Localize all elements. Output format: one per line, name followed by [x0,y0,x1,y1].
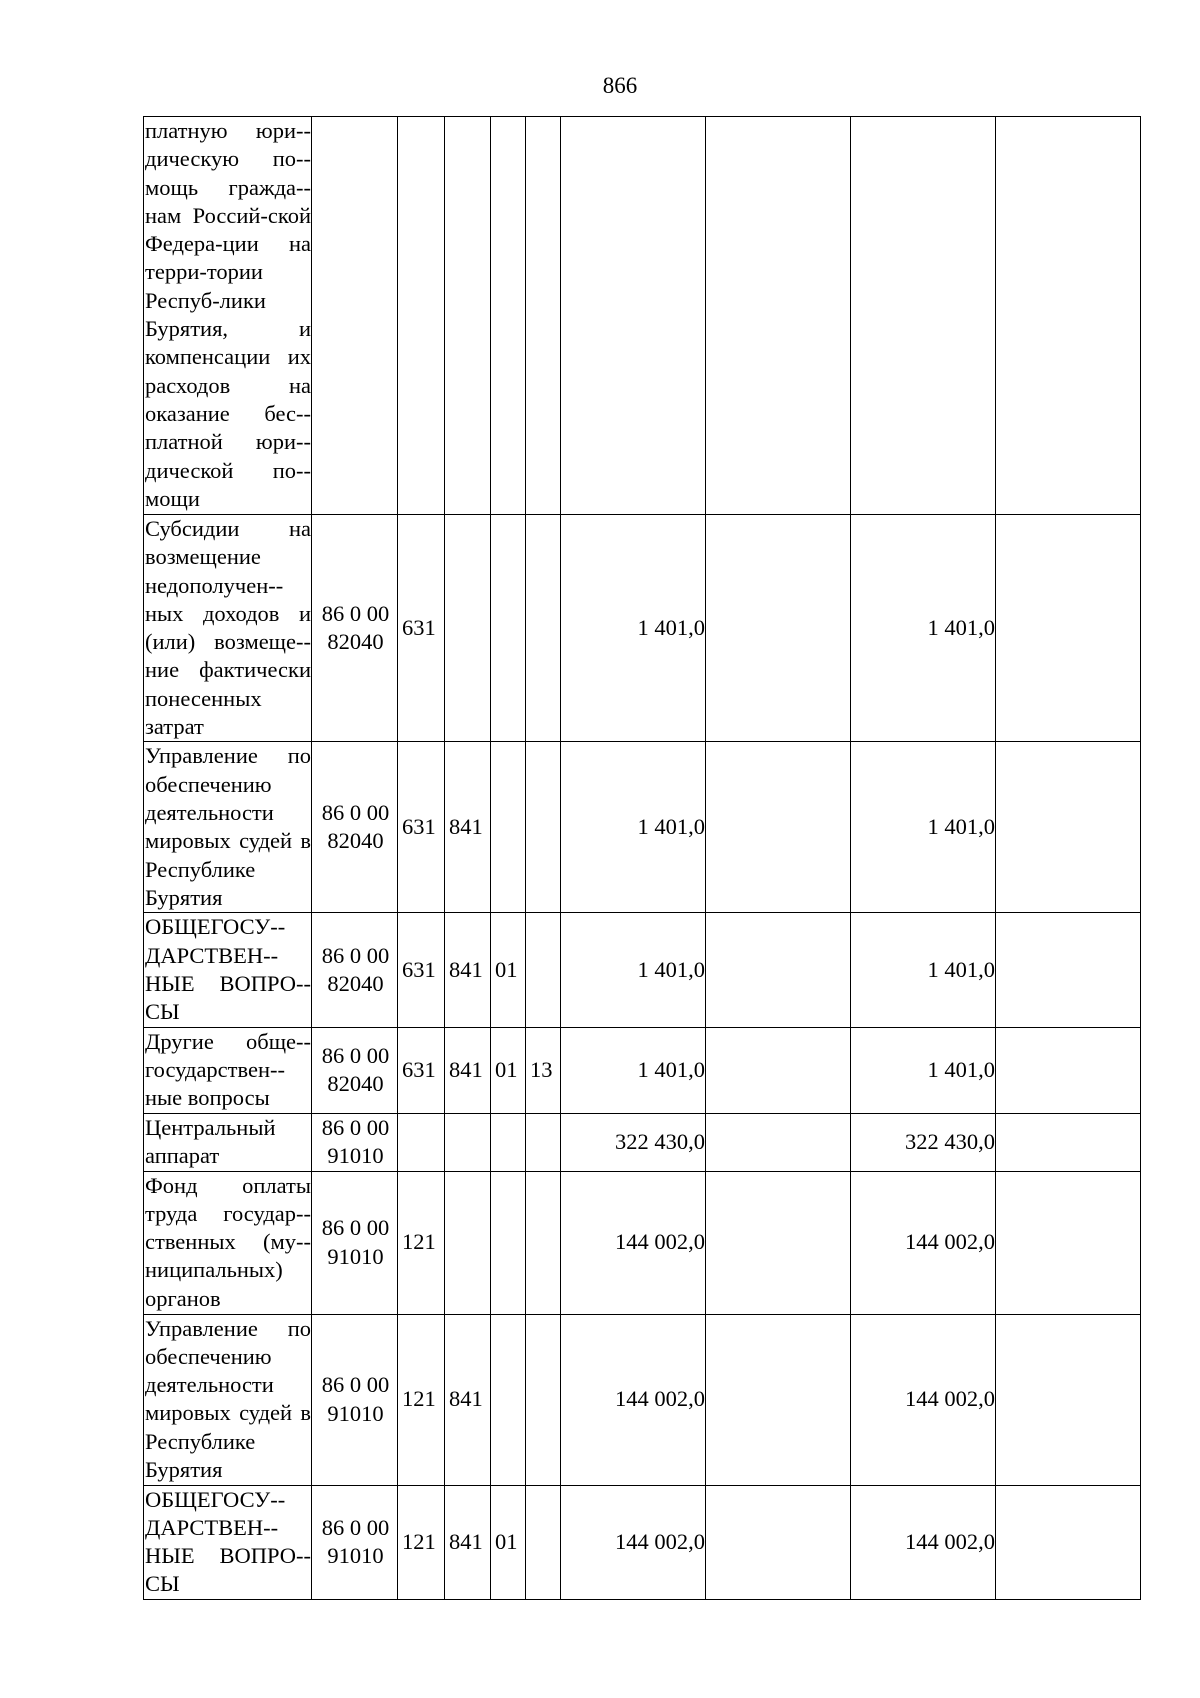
amount-col2-cell [706,1485,851,1599]
amount-col2-cell [706,1314,851,1485]
section-cell [491,117,526,515]
subsection-cell [526,1171,561,1314]
row-description: Другие обще-государствен-ные вопросы [144,1027,312,1113]
ministry-cell: 841 [445,1314,491,1485]
subsection-cell [526,1485,561,1599]
table-row [144,1485,1141,1599]
amount-col2-cell [706,742,851,913]
amount-total-cell: 1 401,0 [561,742,706,913]
amount-total-cell: 1 401,0 [561,515,706,742]
amount-col3-cell: 144 002,0 [851,1171,996,1314]
expense-type-cell: 121 [398,1485,445,1599]
amount-col3-cell: 322 430,0 [851,1113,996,1171]
target-article-cell [312,117,398,515]
ministry-cell [445,1171,491,1314]
expense-type-cell [398,117,445,515]
row-description: Управление по обеспечению деятельности мировых судей в Республике Бурятия [144,1314,312,1485]
amount-col4-cell [996,1027,1141,1113]
amount-total-cell: 144 002,0 [561,1485,706,1599]
amount-total-cell: 144 002,0 [561,1171,706,1314]
amount-col4-cell [996,913,1141,1027]
target-article-cell: 86 0 00 91010 [312,1485,398,1599]
budget-table [143,116,1141,1600]
amount-col2-cell [706,515,851,742]
table-row [144,1314,1141,1485]
target-article-cell: 86 0 00 91010 [312,1314,398,1485]
target-article-cell: 86 0 00 91010 [312,1113,398,1171]
amount-col4-cell [996,1113,1141,1171]
ministry-cell: 841 [445,913,491,1027]
amount-col2-cell [706,1113,851,1171]
expense-type-cell [398,1113,445,1171]
section-cell [491,1113,526,1171]
amount-total-cell: 1 401,0 [561,1027,706,1113]
expense-type-cell: 631 [398,515,445,742]
section-cell [491,515,526,742]
amount-col4-cell [996,1171,1141,1314]
section-cell [491,1314,526,1485]
ministry-cell: 841 [445,742,491,913]
row-description: Субсидии на возмещение недополучен-ных доходов и (или) возмеще-ние фактически понесенных затрат [144,515,312,742]
table-row [144,1113,1141,1171]
row-description: ОБЩЕГОСУ-ДАРСТВЕН-НЫЕ ВОПРО-СЫ [144,1485,312,1599]
table-row [144,913,1141,1027]
section-cell: 01 [491,1485,526,1599]
ministry-cell [445,515,491,742]
amount-total-cell [561,117,706,515]
amount-col3-cell [851,117,996,515]
row-description: Фонд оплаты труда государ-ственных (му-ниципальных) органов [144,1171,312,1314]
amount-col4-cell [996,742,1141,913]
amount-col2-cell [706,913,851,1027]
expense-type-cell: 121 [398,1314,445,1485]
ministry-cell [445,117,491,515]
target-article-cell: 86 0 00 82040 [312,742,398,913]
row-description: ОБЩЕГОСУ-ДАРСТВЕН-НЫЕ ВОПРО-СЫ [144,913,312,1027]
subsection-cell [526,1113,561,1171]
amount-total-cell: 144 002,0 [561,1314,706,1485]
subsection-cell [526,1314,561,1485]
amount-col2-cell [706,1171,851,1314]
expense-type-cell: 631 [398,913,445,1027]
section-cell: 01 [491,1027,526,1113]
ministry-cell: 841 [445,1027,491,1113]
target-article-cell: 86 0 00 82040 [312,1027,398,1113]
amount-total-cell: 322 430,0 [561,1113,706,1171]
amount-col4-cell [996,117,1141,515]
amount-col4-cell [996,1485,1141,1599]
ministry-cell [445,1113,491,1171]
row-description: платную юри-дическую по-мощь гражда-нам Россий-ской Федера-ции на терри-тории Респуб-лики Бурятия, и компенсации их расходов на оказание бес-платной юри-дической по-мощи [144,117,312,515]
expense-type-cell: 631 [398,742,445,913]
amount-col2-cell [706,1027,851,1113]
section-cell: 01 [491,913,526,1027]
subsection-cell [526,117,561,515]
amount-col3-cell: 1 401,0 [851,515,996,742]
subsection-cell [526,913,561,1027]
amount-col3-cell: 144 002,0 [851,1314,996,1485]
row-description: Управление по обеспечению деятельности мировых судей в Республике Бурятия [144,742,312,913]
table-row [144,1027,1141,1113]
amount-total-cell: 1 401,0 [561,913,706,1027]
amount-col4-cell [996,515,1141,742]
target-article-cell: 86 0 00 82040 [312,515,398,742]
expense-type-cell: 121 [398,1171,445,1314]
amount-col4-cell [996,1314,1141,1485]
row-description: Центральный аппарат [144,1113,312,1171]
amount-col3-cell: 1 401,0 [851,742,996,913]
subsection-cell [526,742,561,913]
ministry-cell: 841 [445,1485,491,1599]
target-article-cell: 86 0 00 82040 [312,913,398,1027]
table-row [144,742,1141,913]
amount-col3-cell: 1 401,0 [851,1027,996,1113]
section-cell [491,742,526,913]
table-row [144,117,1141,515]
subsection-cell [526,515,561,742]
amount-col2-cell [706,117,851,515]
section-cell [491,1171,526,1314]
target-article-cell: 86 0 00 91010 [312,1171,398,1314]
amount-col3-cell: 144 002,0 [851,1485,996,1599]
subsection-cell: 13 [526,1027,561,1113]
page-number: 866 [602,73,638,98]
table-row [144,1171,1141,1314]
expense-type-cell: 631 [398,1027,445,1113]
amount-col3-cell: 1 401,0 [851,913,996,1027]
table-row [144,515,1141,742]
